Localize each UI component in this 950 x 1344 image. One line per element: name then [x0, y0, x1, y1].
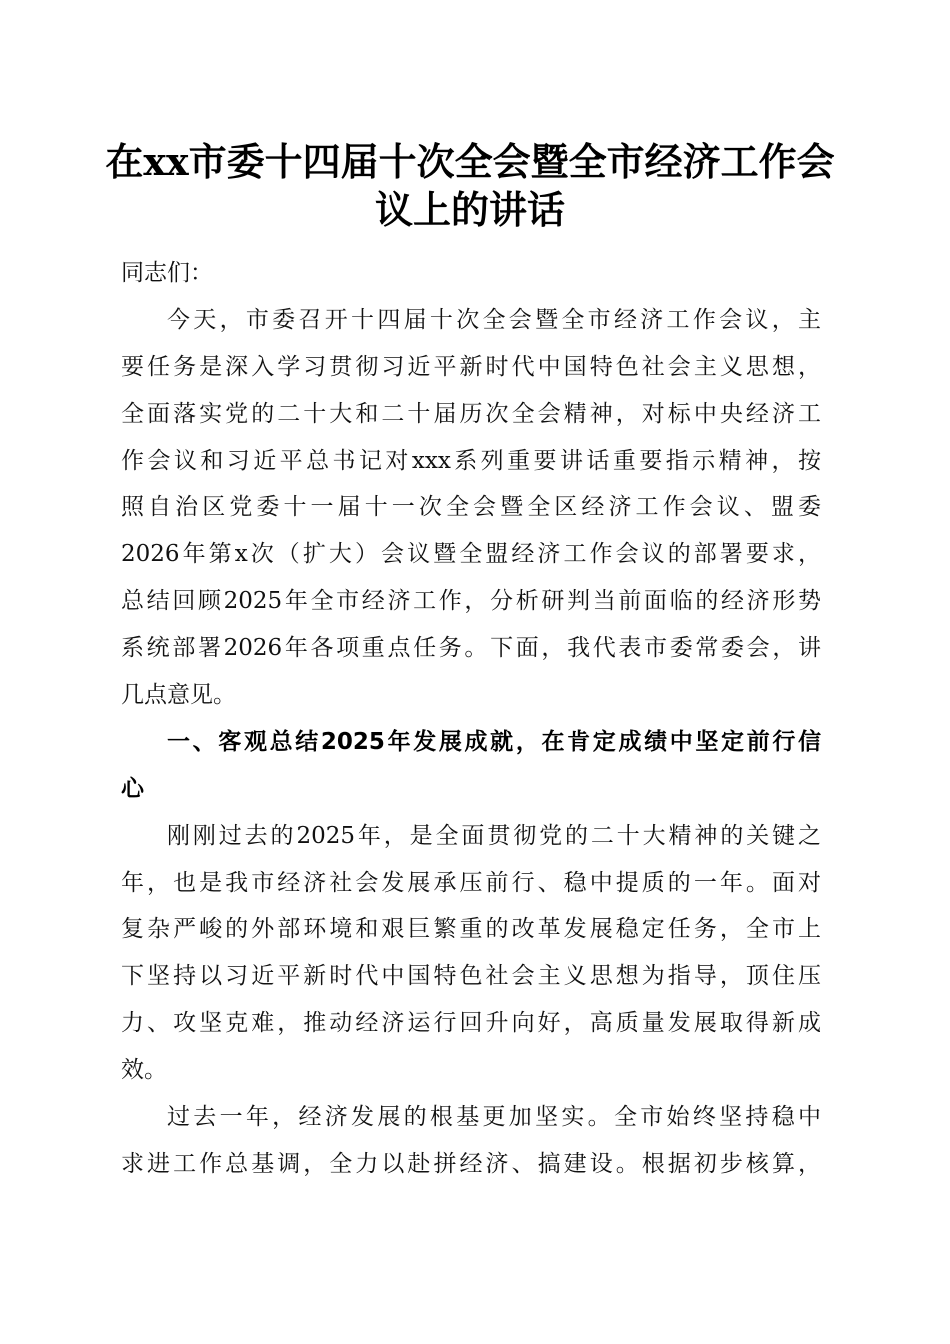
paragraph-line: 效。 — [121, 1057, 167, 1084]
paragraph-line: 2026年第x次（扩大）会议暨全盟经济工作会议的部署要求， — [121, 541, 821, 568]
paragraph-line: 照自治区党委十一届十一次全会暨全区经济工作会议、盟委 — [121, 494, 821, 521]
paragraph-line: 年，也是我市经济社会发展承压前行、稳中提质的一年。面对 — [121, 869, 821, 896]
salutation: 同志们： — [121, 260, 213, 286]
paragraph-line: 复杂严峻的外部环境和艰巨繁重的改革发展稳定任务，全市上 — [121, 916, 821, 943]
document-body — [121, 250, 821, 1188]
document-title — [100, 138, 840, 234]
section-heading-1 — [121, 719, 821, 813]
heading-line: 心 — [121, 775, 144, 802]
paragraph-line: 下坚持以习近平新时代中国特色社会主义思想为指导，顶住压 — [121, 963, 821, 990]
title-line: 议上的讲话 — [374, 187, 565, 232]
paragraph-achievements — [121, 813, 821, 1094]
heading-line: 一、客观总结2025年发展成就，在肯定成绩中坚定前行信 — [167, 728, 821, 755]
paragraph-line: 刚刚过去的2025年，是全面贯彻党的二十大精神的关键之 — [167, 822, 821, 849]
paragraph-line: 力、攻坚克难，推动经济运行回升向好，高质量发展取得新成 — [121, 1010, 821, 1037]
paragraph-line: 要任务是深入学习贯彻习近平新时代中国特色社会主义思想， — [121, 353, 821, 380]
paragraph-foundation — [121, 1094, 821, 1188]
paragraph-line: 求进工作总基调，全力以赴拼经济、搞建设。根据初步核算， — [121, 1150, 821, 1177]
paragraph-line: 作会议和习近平总书记对xxx系列重要讲话重要指示精神，按 — [121, 447, 821, 474]
paragraph-line: 今天，市委召开十四届十次全会暨全市经济工作会议，主 — [167, 306, 821, 333]
paragraph-intro — [121, 297, 821, 719]
paragraph-line: 过去一年，经济发展的根基更加坚实。全市始终坚持稳中 — [167, 1104, 821, 1131]
paragraph-line: 全面落实党的二十大和二十届历次全会精神，对标中央经济工 — [121, 400, 821, 427]
paragraph-line: 几点意见。 — [121, 682, 236, 709]
title-line: 在xx市委十四届十次全会暨全市经济工作会 — [105, 139, 835, 184]
paragraph-line: 总结回顾2025年全市经济工作，分析研判当前面临的经济形势 — [121, 588, 821, 615]
paragraph-line: 系统部署2026年各项重点任务。下面，我代表市委常委会，讲 — [121, 635, 821, 662]
